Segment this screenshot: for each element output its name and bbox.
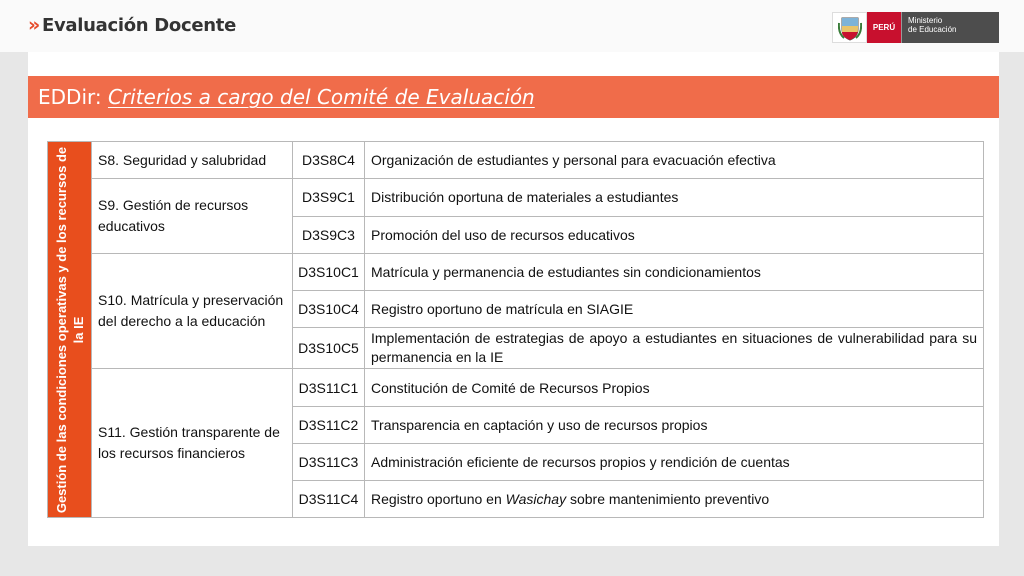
criterion-description: Matrícula y permanencia de estudiantes sin condicionamientos: [365, 253, 984, 291]
criterion-code: D3S10C1: [293, 253, 365, 291]
dimension-cell: [48, 142, 92, 518]
standard-cell: S10. Matrícula y preservación del derecho a la educación: [92, 253, 293, 369]
criterion-code: D3S11C4: [293, 481, 365, 518]
slide-title: [38, 85, 535, 109]
criterion-description: Distribución oportuna de materiales a estudiantes: [365, 179, 984, 217]
criterion-code: D3S10C5: [293, 328, 365, 369]
criterion-description: Implementación de estrategias de apoyo a estudiantes en situaciones de vulnerabilidad para su permanencia en la IE: [365, 328, 984, 369]
criterion-code: D3S10C4: [293, 291, 365, 328]
top-header-bar: [0, 0, 1024, 52]
criterion-description: Constitución de Comité de Recursos Propios: [365, 369, 984, 407]
description-part: Registro oportuno en: [371, 491, 506, 507]
title-bar: [28, 76, 999, 118]
ministry-line-2: de Educación: [908, 25, 957, 34]
criterion-description: Promoción del uso de recursos educativos: [365, 216, 984, 253]
table-row: [48, 142, 984, 179]
standard-cell: S8. Seguridad y salubridad: [92, 142, 293, 179]
criterion-code: D3S11C3: [293, 444, 365, 481]
criterion-code: D3S11C2: [293, 407, 365, 444]
criterion-code: D3S11C1: [293, 369, 365, 407]
table-row: [48, 253, 984, 291]
ministry-line-1: Ministerio: [908, 16, 943, 25]
table-row: [48, 369, 984, 407]
criterion-code: D3S9C3: [293, 216, 365, 253]
standard-cell: S9. Gestión de recursos educativos: [92, 179, 293, 254]
criterion-description: Transparencia en captación y uso de recursos propios: [365, 407, 984, 444]
brand-logo: [28, 14, 236, 36]
criterion-description: Registro oportuno de matrícula en SIAGIE: [365, 291, 984, 328]
criteria-table: [47, 141, 984, 518]
coat-of-arms-icon: [832, 12, 867, 43]
title-text: Criterios a cargo del Comité de Evaluación: [107, 85, 535, 109]
criterion-description: Administración eficiente de recursos propios y rendición de cuentas: [365, 444, 984, 481]
ministry-logo: [832, 12, 999, 43]
brand-chevron-icon: »: [28, 14, 40, 36]
dimension-label: Gestión de las condiciones operativas y de los recursos de la IE: [54, 146, 86, 513]
peru-label: PERÚ: [867, 12, 901, 43]
description-part: sobre mantenimiento preventivo: [566, 491, 770, 507]
criterion-code: D3S8C4: [293, 142, 365, 179]
criterion-description: [365, 481, 984, 518]
description-italic: Wasichay: [505, 491, 567, 507]
title-prefix: EDDir:: [38, 85, 108, 109]
table-row: [48, 179, 984, 217]
standard-cell: S11. Gestión transparente de los recursos financieros: [92, 369, 293, 518]
criterion-code: D3S9C1: [293, 179, 365, 217]
criterion-description: Organización de estudiantes y personal para evacuación efectiva: [365, 142, 984, 179]
brand-name: Evaluación Docente: [41, 15, 236, 36]
ministry-name: [901, 12, 999, 43]
